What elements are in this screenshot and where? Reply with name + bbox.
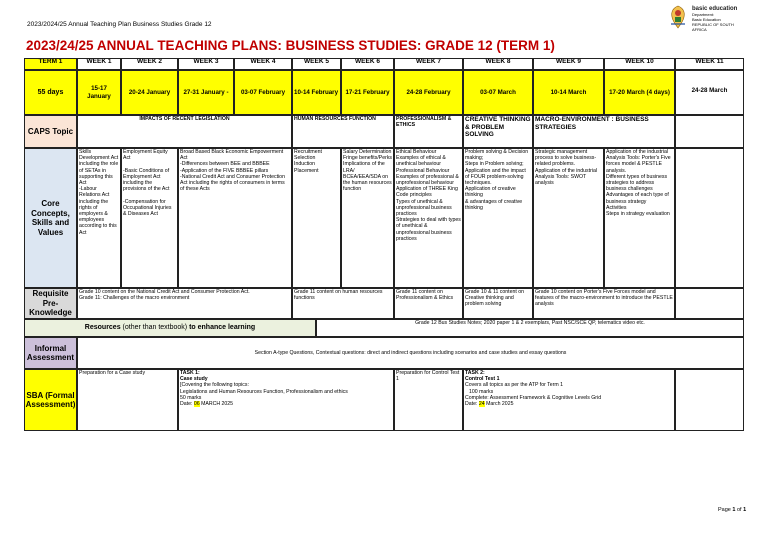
task-2-date-prefix: Date: (465, 401, 479, 408)
task-1-title: TASK 1: (180, 370, 200, 376)
sba-label: SBA (Formal Assessment) (24, 369, 77, 431)
core-week-7: Ethical Behaviour Examples of ethical & unethical behaviour Professional Behaviour Examples of professional & unprofessional behaviour Application of THREE King Code principles Types of unethical & unprofessional business practices Strategies to deal with types of unethical & unprofessional business practices (394, 148, 463, 288)
week-date: 03-07 February (234, 70, 292, 115)
page-prefix: Page (718, 507, 733, 513)
dbe-logo (667, 4, 747, 34)
caps-topic-professionalism: PROFESSIONALISM & ETHICS (394, 115, 463, 148)
caps-topic-creative-thinking: CREATIVE THINKING & PROBLEM SOLVING (463, 115, 533, 148)
page-number (718, 507, 746, 513)
requisite-creative-thinking: Grade 10 & 11 content on Creative thinking and problem solving (463, 288, 533, 319)
page-title: 2023/24/25 ANNUAL TEACHING PLANS: BUSINESS STUDIES: GRADE 12 (TERM 1) (26, 38, 555, 53)
task-2-date-highlight: 24 (478, 401, 485, 408)
core-week-2: Employment Equity Act -Basic Conditions of Employment Act including the provisions of the Act -Compensation for Occupational Injuries & Diseases Act (121, 148, 178, 288)
logo-line-1: basic education (692, 6, 738, 12)
sba-prep-case-study: Preparation for a Case study (77, 369, 178, 431)
task-1-date-prefix: Date: (180, 401, 194, 408)
week-header: WEEK 5 (292, 58, 341, 70)
week-date: 03-07 March (463, 70, 533, 115)
core-week-11 (675, 148, 744, 288)
week-date: 10-14 March (533, 70, 604, 115)
caps-topic-empty (675, 115, 744, 148)
sba-empty (675, 369, 744, 431)
task-1-line-2: Legislations and Human Resources Function, Professionalism and ethics (180, 388, 348, 395)
core-week-9: Strategic management process to solve business-related problems. Application of the industrial Analysis Tools: SWOT analysis (533, 148, 604, 288)
core-concepts-label: Core Concepts, Skills and Values (24, 148, 77, 288)
task-2-title: TASK 2: (465, 370, 485, 376)
logo-line-4: REPUBLIC OF SOUTH AFRICA (692, 22, 734, 32)
week-date: 17-20 March (4 days) (604, 70, 675, 115)
task-2-line-1: Covers all topics as per the ATP for Term 1 (465, 382, 564, 389)
week-date: 24-28 March (675, 70, 744, 115)
week-date: 15-17 January (77, 70, 121, 115)
core-week-1: Skills Development Act including the role of SETAs in supporting this Act -Labour Relations Act including the rights of employers & employees according to this Act (77, 148, 121, 288)
resources-label-bold-2: to enhance learning (189, 324, 256, 331)
resources-label (24, 319, 316, 337)
week-header: WEEK 4 (234, 58, 292, 70)
sba-prep-control-test: Preparation for Control Test 1 (394, 369, 463, 431)
informal-assessment-text: Section A-type Questions, Contextual questions: direct and indirect questions including scenarios and case studies and essay questions (77, 337, 744, 369)
week-header: WEEK 11 (675, 58, 744, 70)
week-header: WEEK 9 (533, 58, 604, 70)
task-2-line-3: Complete: Assessment Framework & Cognitive Levels Grid (465, 394, 602, 401)
requisite-professionalism: Grade 11 content on Professionalism & Ethics (394, 288, 463, 319)
task-2-date-suffix: March 2025 (484, 401, 514, 408)
week-date: 24-28 February (394, 70, 463, 115)
requisite-macro: Grade 10 content on Porter's Five Forces model and features of the macro-environment to introduce the PESTLE analysis (533, 288, 675, 319)
week-header: WEEK 8 (463, 58, 533, 70)
week-date: 27-31 January - (178, 70, 234, 115)
week-date: 10-14 February (292, 70, 341, 115)
week-date: 20-24 January (121, 70, 178, 115)
core-week-10: Application of the industrial Analysis Tools: Porter's Five forces model & PESTLE analysis. Different types of business strategies to address business challenges Advantages of each type of business strategy Activities Steps in strategy evaluation (604, 148, 675, 288)
informal-assessment-label: Informal Assessment (24, 337, 77, 369)
page-of: of (735, 507, 744, 513)
core-week-6: Salary Determination Fringe benefits/Perks Implications of the LRA/ BCEA/EEA/SDA on the human resources function (341, 148, 394, 288)
caps-topic-legislation: IMPACTS OF RECENT LEGISLATION (77, 115, 292, 148)
sba-task-1 (178, 369, 394, 431)
requisite-hr: Grade 11 content on human resources functions (292, 288, 394, 319)
task-2-date (465, 401, 673, 407)
sba-task-2 (463, 369, 675, 431)
task-1-date-suffix: MARCH 2025 (199, 401, 234, 408)
logo-line-3: Basic Education (692, 17, 721, 22)
week-header: WEEK 2 (121, 58, 178, 70)
core-week-8: Problem solving & Decision making; Steps in Problem solving; Application and the impact of FOUR problem-solving techniques. Application of creative thinking & advantages of creative thinking (463, 148, 533, 288)
task-1-marks: 50 marks (180, 394, 202, 401)
document-label: 2023/2024/25 Annual Teaching Plan Business Studies Grade 12 (27, 21, 212, 28)
week-date: 17-21 February (341, 70, 394, 115)
resources-value: Grade 12 Bus Studies Notes; 2020 paper 1 & 2 exemplars, Past NSC/SCE QP, telematics video etc. (316, 319, 744, 337)
requisite-label: Requisite Pre-Knowledge (24, 288, 77, 319)
resources-label-bold: Resources (84, 324, 121, 331)
week-header: WEEK 1 (77, 58, 121, 70)
requisite-empty (675, 288, 744, 319)
coat-of-arms-icon (667, 4, 689, 30)
requisite-legislation: Grade 10 content on the National Credit Act and Consumer Protection Act. Grade 11: Challenges of the macro environment (77, 288, 292, 319)
caps-topic-label: CAPS Topic (24, 115, 77, 148)
page-total: 1 (743, 507, 747, 513)
core-week-3-4: Broad Based Black Economic Empowerment Act -Differences between BEE and BBBEE -Application of the FIVE BBBEE pillars -National Credit Act and Consumer Protection Act including the rights of consumers in terms of these Acts (178, 148, 292, 288)
caps-topic-hr: HUMAN RESOURCES FUNCTION (292, 115, 394, 148)
week-header: WEEK 10 (604, 58, 675, 70)
task-1-subtitle: Case study (180, 376, 208, 383)
task-1-line-1: [Covering the following topics: (180, 382, 249, 389)
core-week-5: Recruitment Selection Induction Placement (292, 148, 341, 288)
task-1-date-highlight: 06 (193, 401, 200, 408)
week-header: WEEK 7 (394, 58, 463, 70)
page-current: 1 (732, 507, 736, 513)
week-header: WEEK 3 (178, 58, 234, 70)
days-label: 55 days (24, 70, 77, 115)
task-2-subtitle: Control Test 1 (465, 376, 500, 383)
week-header: WEEK 6 (341, 58, 394, 70)
task-1-date (180, 401, 392, 407)
logo-line-2: Department: (692, 12, 715, 17)
resources-label-normal: (other than textbook) (120, 324, 190, 331)
term-label: TERM 1 (24, 58, 77, 70)
task-2-marks: 100 marks (469, 388, 494, 395)
caps-topic-macro: MACRO-ENVIRONMENT : BUSINESS STRATEGIES (533, 115, 675, 148)
